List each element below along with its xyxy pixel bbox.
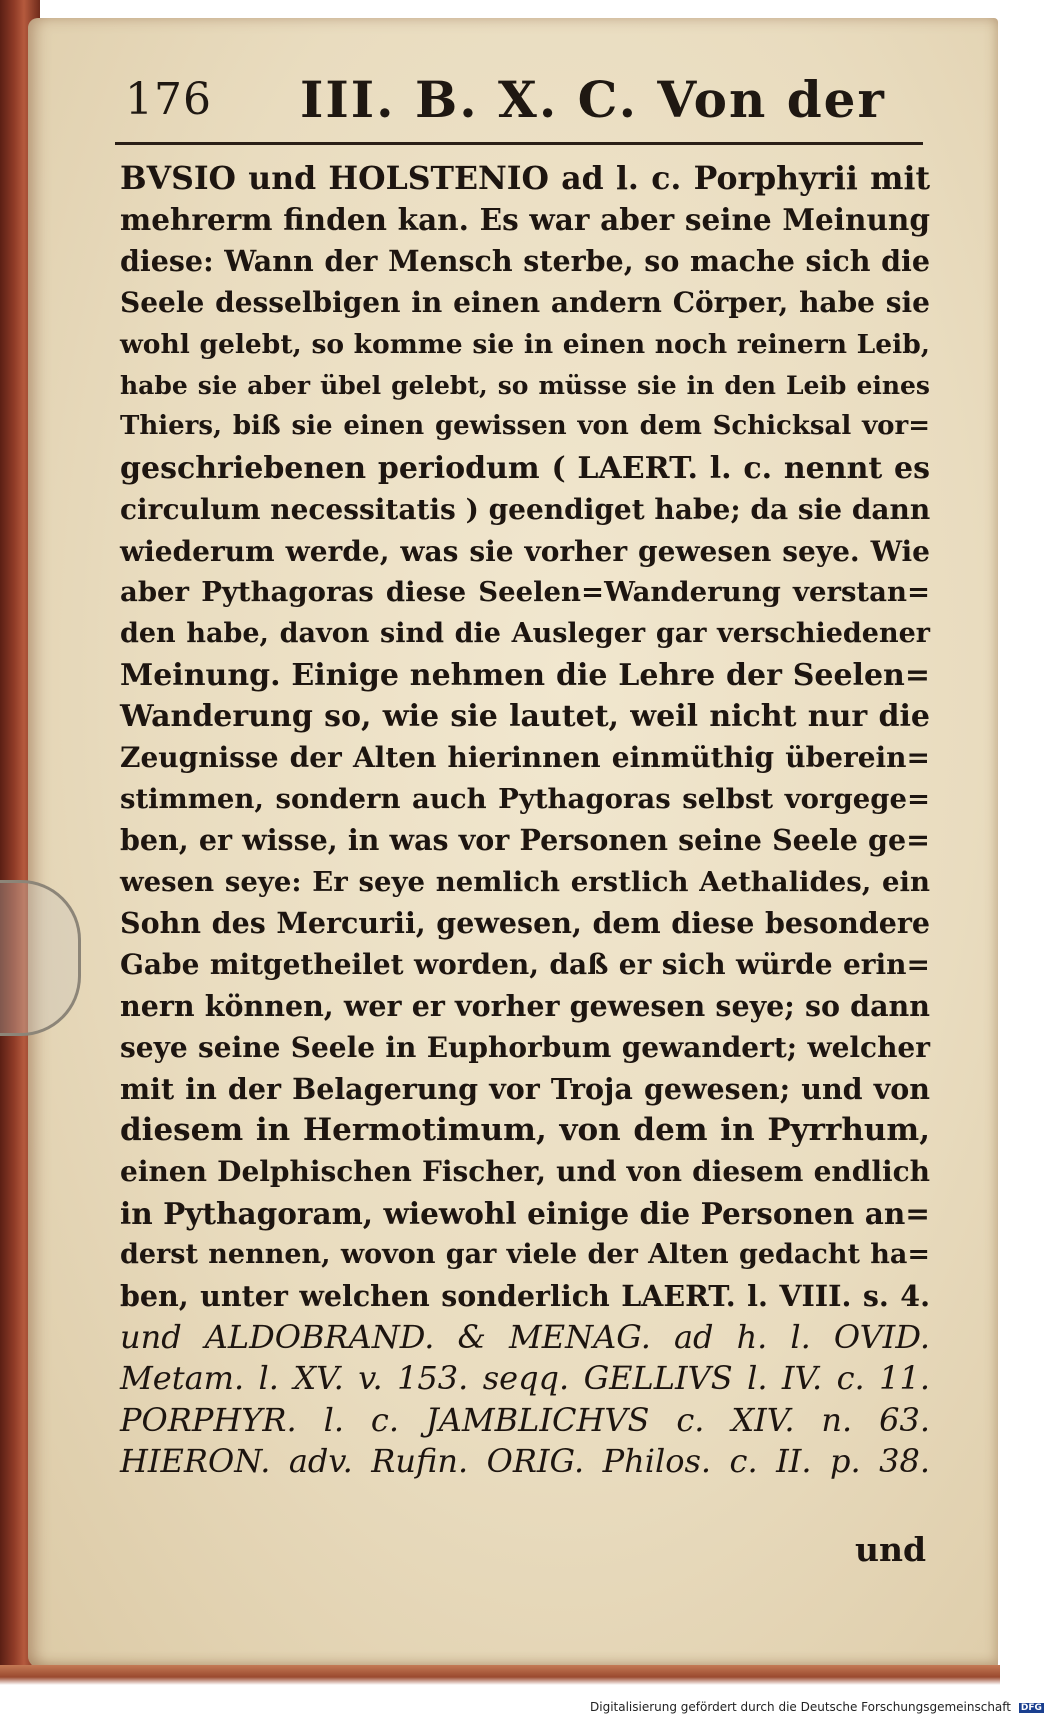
text-line: den habe, davon sind die Ausleger gar verschiedener — [120, 618, 930, 650]
header-rule — [115, 142, 923, 145]
text-line: seye seine Seele in Euphorbum gewandert; welcher — [120, 1031, 930, 1065]
text-line: wiederum werde, was sie vorher gewesen seye. Wie — [120, 534, 930, 568]
digitization-credit — [590, 1700, 1044, 1714]
page-number: 176 — [125, 74, 212, 125]
text-line: mit in der Belagerung vor Troja gewesen; und von — [120, 1071, 930, 1106]
text-line: diese: Wann der Mensch sterbe, so mache sich die — [120, 243, 930, 278]
text-line: Meinung. Einige nehmen die Lehre der Seelen= — [120, 657, 930, 693]
text-line: Thiers, biß sie einen gewissen von dem Schicksal vor= — [120, 411, 930, 442]
text-line: geschriebenen periodum ( LAERT. l. c. nennt es — [120, 450, 930, 486]
text-line: nern können, wer er vorher gewesen seye; so dann — [120, 988, 930, 1023]
text-line: habe sie aber übel gelebt, so müsse sie in den Leib eines — [120, 370, 930, 400]
reference-line: Metam. l. XV. v. 153. seqq. GELLIVS l. IV. c. 11. — [120, 1359, 930, 1398]
running-head — [115, 68, 945, 138]
reference-line: PORPHYR. l. c. JAMBLICHVS c. XIV. n. 63. — [120, 1400, 930, 1439]
text-line: diesem in Hermotimum, von dem in Pyrrhum, — [120, 1111, 930, 1148]
text-line: wohl gelebt, so komme sie in einen noch reinern Leib, — [120, 328, 930, 360]
body-text — [120, 158, 930, 1483]
text-line: mehrerm finden kan. Es war aber seine Meinung — [120, 202, 930, 238]
text-line: Seele desselbigen in einen andern Cörper, habe sie — [120, 286, 930, 320]
reference-line: HIERON. adv. Rufin. ORIG. Philos. c. II. p. 38. — [120, 1442, 930, 1481]
text-line: einen Delphischen Fischer, und von diesem endlich — [120, 1155, 930, 1189]
text-line: ben, unter welchen sonderlich LAERT. l. VIII. s. 4. — [120, 1278, 930, 1313]
text-line: BVSIO und HOLSTENIO ad l. c. Porphyrii mit — [120, 160, 930, 197]
running-head-title: III. B. X. C. Von der — [300, 70, 886, 129]
text-line: Sohn des Mercurii, gewesen, dem diese besondere — [120, 906, 930, 941]
text-line: ben, er wisse, in was vor Personen seine Seele ge= — [120, 823, 930, 858]
text-line: Wanderung so, wie sie lautet, weil nicht nur die — [120, 699, 930, 735]
catchword: und — [855, 1530, 927, 1569]
text-line: Gabe mitgetheilet worden, daß er sich würde erin= — [120, 948, 930, 982]
book-bottom-edge — [0, 1665, 1000, 1685]
text-line: derst nennen, wovon gar viele der Alten gedacht ha= — [120, 1239, 930, 1271]
text-line: in Pythagoram, wiewohl einige die Personen an= — [120, 1195, 930, 1231]
reference-line: und ALDOBRAND. & MENAG. ad h. l. OVID. — [120, 1317, 930, 1356]
text-line: aber Pythagoras diese Seelen=Wanderung verstan= — [120, 575, 930, 608]
dfg-logo: DFG — [1020, 1702, 1042, 1713]
text-line: circulum necessitatis ) geendiget habe; da sie dann — [120, 493, 931, 527]
text-line: wesen seye: Er seye nemlich erstlich Aethalides, ein — [120, 865, 930, 898]
text-line: stimmen, sondern auch Pythagoras selbst vorgege= — [120, 782, 930, 815]
credit-text: Digitalisierung gefördert durch die Deutsche Forschungsgemeinschaft — [590, 1700, 1012, 1714]
text-line: Zeugnisse der Alten hierinnen einmüthig überein= — [120, 741, 930, 775]
